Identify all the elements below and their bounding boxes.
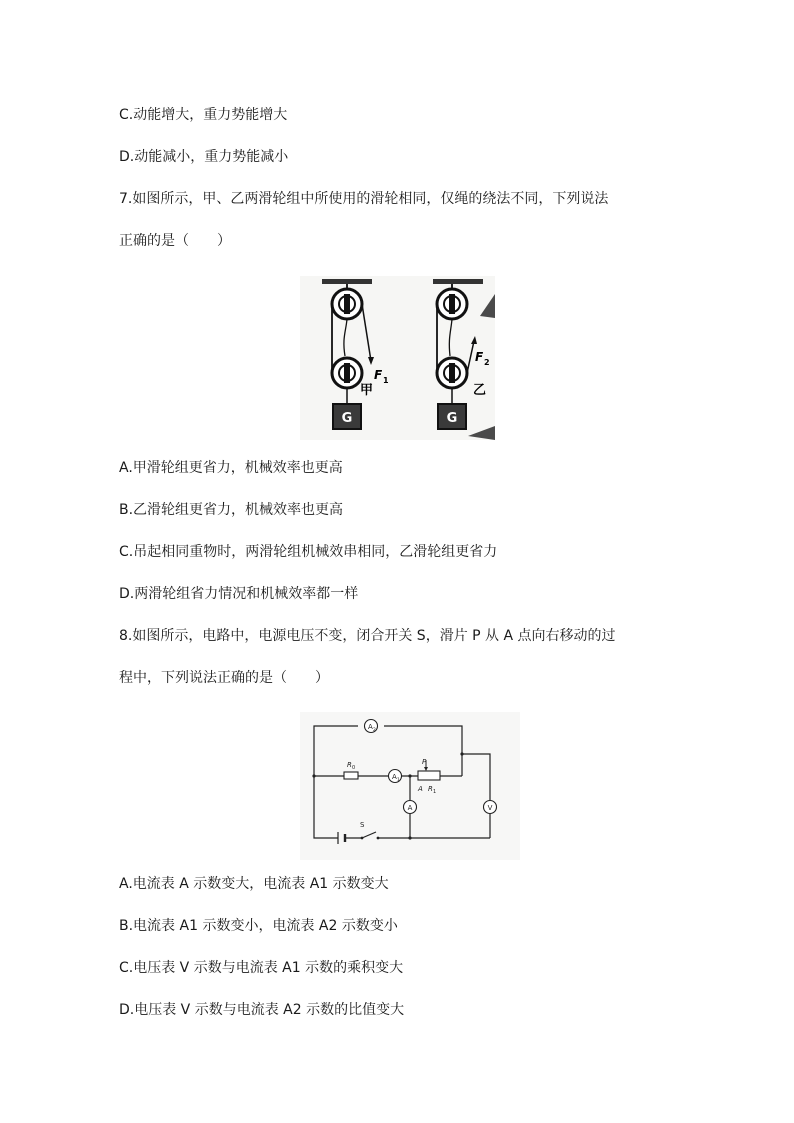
weight-label-left: G (341, 411, 353, 426)
ammeter-a2-label: A (368, 723, 373, 731)
q7-option-a: A.甲滑轮组更省力，机械效率也更高 (119, 460, 343, 476)
resistor-r0-label: R (347, 761, 352, 769)
circuit-figure (300, 712, 520, 860)
force-label-f1: F (374, 368, 383, 382)
ammeter-a1-label: A (392, 773, 397, 781)
q7-option-b: B.乙滑轮组更省力，机械效率也更高 (119, 502, 344, 518)
ceiling-left (322, 279, 372, 284)
force-label-f2: F (475, 350, 484, 364)
ammeter-a1-sub: 1 (397, 778, 400, 783)
q8-stem-line2: 程中，下列说法正确的是（ ） (119, 670, 329, 686)
pulley-figure (300, 276, 495, 440)
voltmeter-v-label: V (487, 804, 493, 812)
q7-stem-line2: 正确的是（ ） (119, 233, 231, 249)
point-a-label: A (418, 785, 423, 793)
q7-stem-line1: 7.如图所示，甲、乙两滑轮组中所使用的滑轮相同，仅绳的绕法不同，下列说法 (119, 191, 609, 207)
q8-option-d: D.电压表 V 示数与电流表 A2 示数的比值变大 (119, 1002, 405, 1018)
resistor-r1-label: R (428, 785, 433, 793)
ammeter-a2-sub: 2 (373, 728, 376, 733)
q8-option-c: C.电压表 V 示数与电流表 A1 示数的乘积变大 (119, 960, 404, 976)
resistor-r0-sub: 0 (352, 765, 356, 771)
system-label-yi: 乙 (473, 383, 487, 398)
q7-option-d: D.两滑轮组省力情况和机械效率都一样 (119, 586, 359, 602)
system-label-jia: 甲 (360, 383, 374, 398)
force-label-f2-sub: 2 (484, 358, 490, 367)
resistor-r1-sub: 1 (433, 789, 437, 795)
q8-option-b: B.电流表 A1 示数变小，电流表 A2 示数变小 (119, 918, 398, 934)
q6-option-d: D.动能减小，重力势能减小 (119, 149, 289, 165)
q8-stem-line1: 8.如图所示，电路中，电源电压不变，闭合开关 S，滑片 P 从 A 点向右移动的过 (119, 628, 616, 644)
q8-option-a: A.电流表 A 示数变大，电流表 A1 示数变大 (119, 876, 389, 892)
force-label-f1-sub: 1 (383, 376, 389, 385)
q7-option-c: C.吊起相同重物时，两滑轮组机械效串相同，乙滑轮组更省力 (119, 544, 498, 560)
q6-option-c: C.动能增大，重力势能增大 (119, 107, 288, 123)
weight-label-right: G (446, 411, 458, 426)
ammeter-a-label: A (407, 804, 413, 812)
switch-s-label: S (360, 821, 365, 829)
rheostat-r1 (418, 771, 440, 780)
ceiling-right (433, 279, 483, 284)
resistor-r0 (344, 772, 358, 779)
slider-p-label: P (422, 758, 427, 766)
